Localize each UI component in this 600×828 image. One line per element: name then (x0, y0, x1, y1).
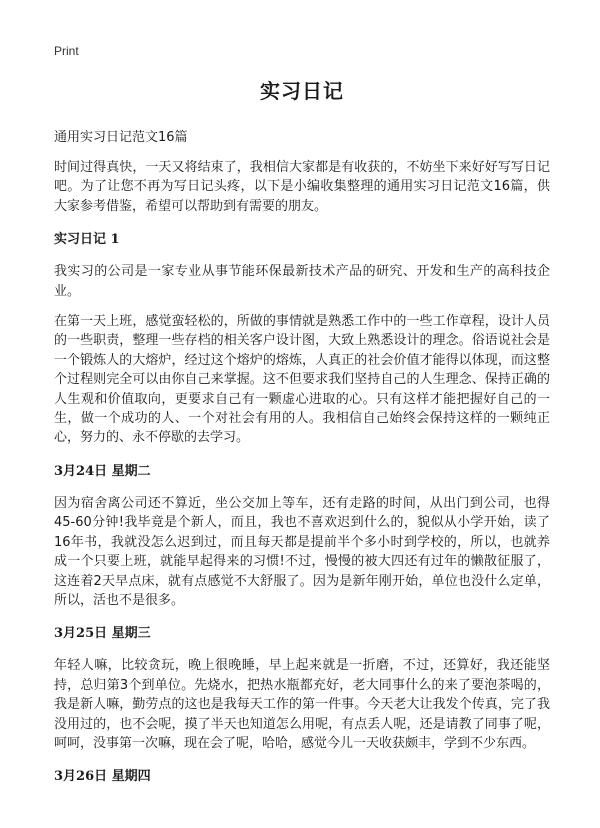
section-paragraph: 因为宿舍离公司还不算近，坐公交加上等车，还有走路的时间，从出门到公司，也得45-60分钟!我毕竟是个新人，而且，我也不喜欢迟到什么的，貌似从小学开始，读了16年书，我就没怎么迟到过，而且每天都是提前半个多小时到学校的，所以，也就养成一个只要上班，就能早起得来的习惯!不过，慢慢的被大四还有过年的懒散征服了，这连着2天早点床，就有点感觉不大舒服了。因为是新年刚开始，单位也没什么定单，所以，活也不是很多。 (54, 495, 550, 608)
print-link[interactable]: Print (54, 44, 79, 58)
section-heading-march-26: 3月26日 星期四 (54, 769, 151, 785)
section-paragraph: 年轻人嘛，比较贪玩，晚上很晚睡，早上起来就是一折磨，不过，还算好，我还能坚持，总归第3个到单位。先烧水，把热水瓶都充好，老大同事什么的来了要泡茶喝的，我是新人嘛，勤劳点的这也是我每天工作的第一件事。今天老大让我发个传真，完了我没用过的，也不会呢，摸了半天也知道怎么用呢，有点丢人呢，还是请教了同事了呢，呵呵，没事第一次嘛，现在会了呢，哈哈，感觉今儿一天收获颇丰，学到不少东西。 (54, 658, 550, 751)
document-subtitle: 通用实习日记范文16篇 (54, 130, 188, 145)
section-heading-march-24: 3月24日 星期二 (54, 463, 151, 479)
section-heading-diary-1: 实习日记 1 (54, 232, 120, 248)
page-title: 实习日记 (260, 79, 344, 103)
section-heading-march-25: 3月25日 星期三 (54, 626, 151, 642)
document-page (54, 76, 550, 799)
section-paragraph: 我实习的公司是一家专业从事节能环保最新技术产品的研究、开发和生产的高科技企业。 (54, 264, 550, 299)
intro-paragraph: 时间过得真快，一天又将结束了，我相信大家都是有收获的，不妨坐下来好好写写日记吧。为了让您不再为写日记头疼，以下是小编收集整理的通用实习日记范文16篇，供大家参考借鉴，希望可以帮助到有需要的朋友。 (54, 160, 550, 214)
section-paragraph: 在第一天上班，感觉蛮轻松的，所做的事情就是熟悉工作中的一些工作章程，设计人员的一些职责，整理一些存档的相关客户设计图，大致上熟悉设计的理念。俗语说社会是一个锻炼人的大熔炉，经过这个熔炉的熔炼，人真正的社会价值才能得以体现，而这整个过程则完全可以由你自己来掌握。这不但要求我们坚持自己的人生理念、保持正确的人生观和价值取向，更要求自己有一颗虚心进取的心。只有这样才能把握好自己的一生，做一个成功的人、一个对社会有用的人。我相信自己始终会保持这样的一颗纯正心，努力的、永不停歇的去学习。 (54, 314, 550, 446)
